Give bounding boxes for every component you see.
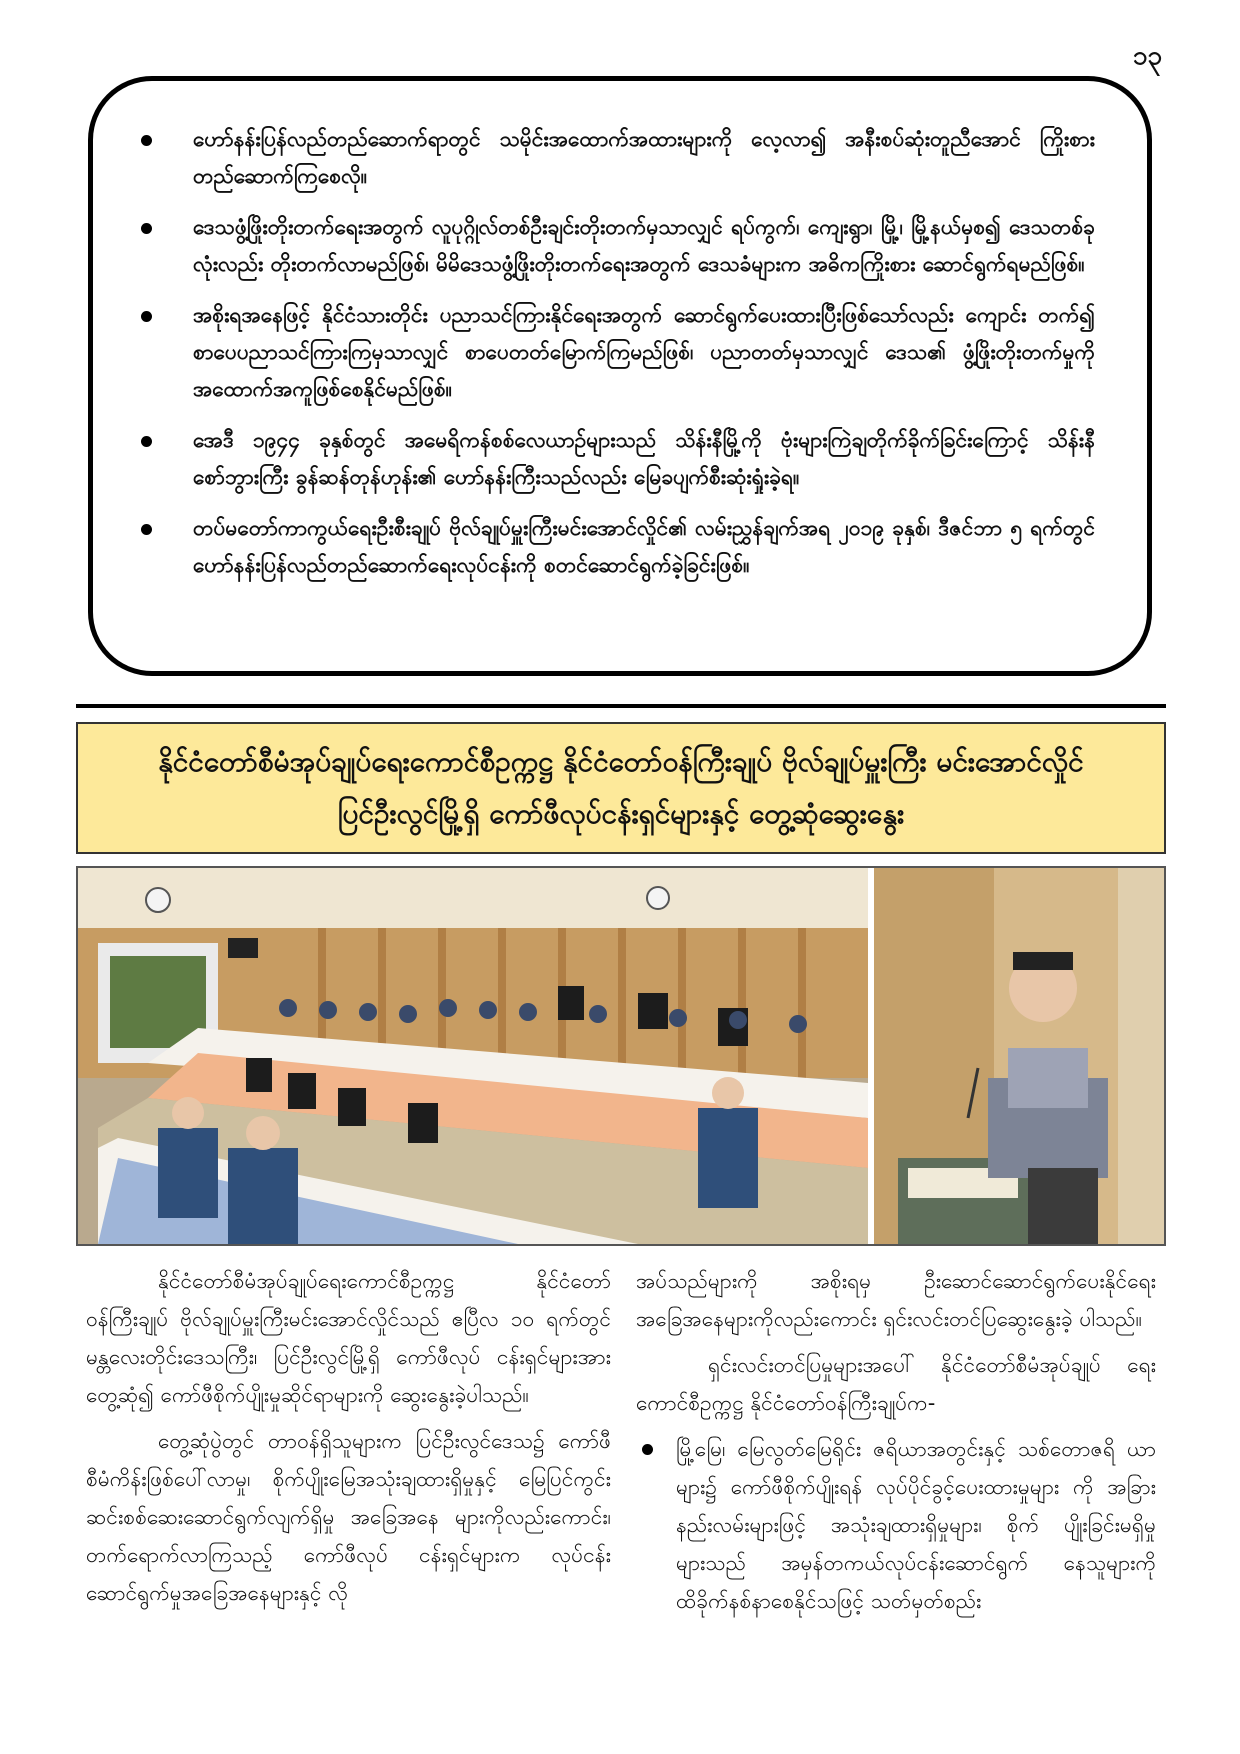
headline-line-2: ပြင်ဦးလွင်မြို့ရှိ ကော်ဖီလုပ်ငန်းရှင်များနှင့် တွေ့ဆုံဆွေးနွေး — [337, 797, 905, 830]
article-headline — [76, 722, 1166, 854]
article-bullet: မြို့မြေ၊ မြေလွတ်မြေရိုင်း ဇရိယာအတွင်းနှင့် သစ်တောဇရိ ယာများ၌ ကော်ဖီစိုက်ပျိုးရန် လုပ်ပိုင်ခွင့်ပေးထားမှုများ ကို အခြားနည်းလမ်းများဖြင့် အသုံးချထားရှိမှုများ၊ စိုက် ပျိုးခြင်းမရှိမှုများသည် အမှန်တကယ်လုပ်ငန်းဆောင်ရွက် နေသူများကို ထိခိုက်နစ်နာစေနိုင်သဖြင့် သတ်မှတ်စည်း — [636, 1430, 1156, 1620]
summary-bullet: အေဒီ ၁၉၄၄ ခုနှစ်တွင် အမေရိကန်စစ်လေယာဉ်များသည် သိန်းနီမြို့ကို ဗုံးများကြဲချတိုက်ခိုက်ခြင်းကြောင့် သိန်းနီ စော်ဘွားကြီး ခွန်ဆန်တုန်ဟုန်း၏ ဟော်နန်းကြီးသည်လည်း မြေခပျက်စီးဆုံးရှုံးခဲ့ရ။ — [131, 422, 1095, 496]
conference-hall-photo — [78, 868, 868, 1244]
article-paragraph: နိုင်ငံတော်စီမံအုပ်ချုပ်ရေးကောင်စီဥက္ကဋ္ဌ နိုင်ငံတော် ဝန်ကြီးချုပ် ဗိုလ်ချုပ်မှူးကြီးမင်းအောင်လှိုင်သည် ဧပြီလ ၁၀ ရက်တွင် မန္တလေးတိုင်းဒေသကြီး၊ ပြင်ဦးလွင်မြို့ရှိ ကော်ဖီလုပ် ငန်းရှင်များအားတွေ့ဆုံ၍ ကော်ဖီစိုက်ပျိုးမှုဆိုင်ရာများကို ဆွေးနွေးခဲ့ပါသည်။ — [86, 1269, 611, 1407]
article-paragraph: တွေ့ဆုံပွဲတွင် တာဝန်ရှိသူများက ပြင်ဦးလွင်ဒေသ၌ ကော်ဖီစီမံကိန်းဖြစ်ပေါ်လာမှု၊ စိုက်ပျိုးမြေအသုံးချထားရှိမှုနှင့် မြေပြင်ကွင်းဆင်းစစ်ဆေးဆောင်ရွက်လျက်ရှိမှု အခြေအနေ များကိုလည်းကောင်း၊ တက်ရောက်လာကြသည့် ကော်ဖီလုပ် ငန်းရှင်များက လုပ်ငန်းဆောင်ရွက်မှုအခြေအနေများနှင့် လို — [86, 1429, 611, 1605]
meeting-photo-illustration — [78, 868, 1164, 1244]
section-divider — [76, 704, 1166, 708]
speaker-photo — [874, 868, 1164, 1244]
article-paragraph: ရှင်းလင်းတင်ပြမှုများအပေါ် နိုင်ငံတော်စီမံအုပ်ချုပ် ရေးကောင်စီဥက္ကဋ္ဌ နိုင်ငံတော်ဝန်ကြီးချုပ်က- — [636, 1353, 1156, 1415]
article-left-column — [86, 1262, 611, 1620]
page-number: ၁၃ — [1132, 41, 1162, 71]
summary-bullet: ဟော်နန်းပြန်လည်တည်ဆောက်ရာတွင် သမိုင်းအထောက်အထားများကို လေ့လာ၍ အနီးစပ်ဆုံးတူညီအောင် ကြိုးစားတည်ဆောက်ကြစေလို။ — [131, 121, 1095, 195]
headline-line-1: နိုင်ငံတော်စီမံအုပ်ချုပ်ရေးကောင်စီဥက္ကဋ္ဌ နိုင်ငံတော်ဝန်ကြီးချုပ် ဗိုလ်ချုပ်မှူးကြီး မင်းအောင်လှိုင် — [158, 745, 1084, 778]
summary-bullet: တပ်မတော်ကာကွယ်ရေးဦးစီးချုပ် ဗိုလ်ချုပ်မှူးကြီးမင်းအောင်လှိုင်၏ လမ်းညွှန်ချက်အရ ၂၀၁၉ ခုနှစ်၊ ဒီဇင်ဘာ ၅ ရက်တွင် ဟော်နန်းပြန်လည်တည်ဆောက်ရေးလုပ်ငန်းကို စတင်ဆောင်ရွက်ခဲ့ခြင်းဖြစ်။ — [131, 510, 1095, 584]
summary-bullet-box — [88, 76, 1152, 676]
summary-bullet: အစိုးရအနေဖြင့် နိုင်ငံသားတိုင်း ပညာသင်ကြားနိုင်ရေးအတွက် ဆောင်ရွက်ပေးထားပြီးဖြစ်သော်လည်း ကျောင်း တက်၍ စာပေပညာသင်ကြားကြမှသာလျှင် စာပေတတ်မြောက်ကြမည်ဖြစ်၊ ပညာတတ်မှသာလျှင် ဒေသ၏ ဖွံ့ဖြိုးတိုးတက်မှုကို အထောက်အကူဖြစ်စေနိုင်မည်ဖြစ်။ — [131, 297, 1095, 408]
meeting-photo — [76, 866, 1166, 1246]
summary-bullet-list — [131, 121, 1095, 584]
article-bullet-list — [636, 1430, 1156, 1620]
summary-bullet: ဒေသဖွံ့ဖြိုးတိုးတက်ရေးအတွက် လူပုဂ္ဂိုလ်တစ်ဦးချင်းတိုးတက်မှသာလျှင် ရပ်ကွက်၊ ကျေးရွာ၊ မြို့၊ မြို့နယ်မှစ၍ ဒေသတစ်ခုလုံးလည်း တိုးတက်လာမည်ဖြစ်၊ မိမိဒေသဖွံ့ဖြိုးတိုးတက်ရေးအတွက် ဒေသခံများက အဓိကကြိုးစား ဆောင်ရွက်ရမည်ဖြစ်။ — [131, 209, 1095, 283]
article-paragraph: အပ်သည်များကို အစိုးရမှ ဦးဆောင်ဆောင်ရွက်ပေးနိုင်ရေး အခြေအနေများကိုလည်းကောင်း ရှင်းလင်းတင်ပြဆွေးနွေးခဲ့ ပါသည်။ — [636, 1269, 1156, 1331]
article-right-column — [636, 1262, 1156, 1620]
